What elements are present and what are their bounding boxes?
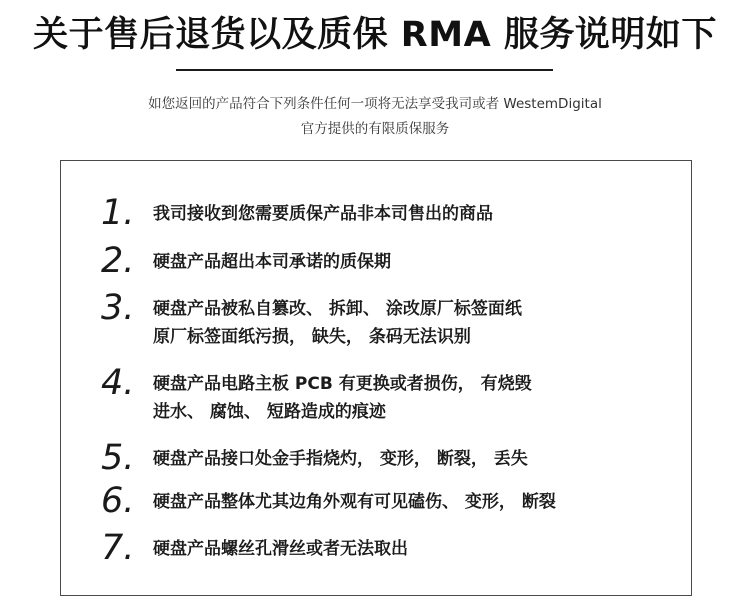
condition-text <box>153 202 493 226</box>
condition-text-line-2: 原厂标签面纸污损， 缺失， 条码无法识别 <box>153 327 471 347</box>
condition-text-line: 我司接收到您需要质保产品非本司售出的商品 <box>153 204 493 224</box>
condition-number: 7. <box>101 528 135 568</box>
condition-text-line: 硬盘产品螺丝孔滑丝或者无法取出 <box>153 539 408 559</box>
condition-text <box>153 447 528 471</box>
condition-text <box>153 297 522 349</box>
condition-number: 2. <box>101 241 135 281</box>
condition-text-line: 硬盘产品被私自篡改、 拆卸、 涂改原厂标签面纸 <box>153 299 522 319</box>
condition-number: 4. <box>101 363 135 403</box>
condition-number: 1. <box>101 193 135 233</box>
condition-number: 6. <box>101 481 135 521</box>
condition-text <box>153 537 408 561</box>
condition-text-line: 硬盘产品接口处金手指烧灼， 变形， 断裂， 丢失 <box>153 449 528 469</box>
condition-text-line: 硬盘产品超出本司承诺的质保期 <box>153 252 391 272</box>
notice-text-line-1: 如您返回的产品符合下列条件任何一项将无法享受我司或者 WestemDigital <box>148 96 602 112</box>
condition-text <box>153 250 391 274</box>
condition-text-line: 硬盘产品整体尤其边角外观有可见磕伤、 变形， 断裂 <box>153 492 556 512</box>
page-title: 关于售后退货以及质保 RMA 服务说明如下 <box>33 15 717 55</box>
condition-text <box>153 372 532 424</box>
condition-text-line: 硬盘产品电路主板 PCB 有更换或者损伤， 有烧毁 <box>153 374 532 394</box>
condition-text-line-2: 进水、 腐蚀、 短路造成的痕迹 <box>153 402 386 422</box>
condition-text <box>153 490 556 514</box>
condition-number: 3. <box>101 288 135 328</box>
conditions-box <box>60 160 692 596</box>
notice-text-line-2: 官方提供的有限质保服务 <box>300 121 450 137</box>
title-underline <box>176 69 553 71</box>
condition-number: 5. <box>101 438 135 478</box>
